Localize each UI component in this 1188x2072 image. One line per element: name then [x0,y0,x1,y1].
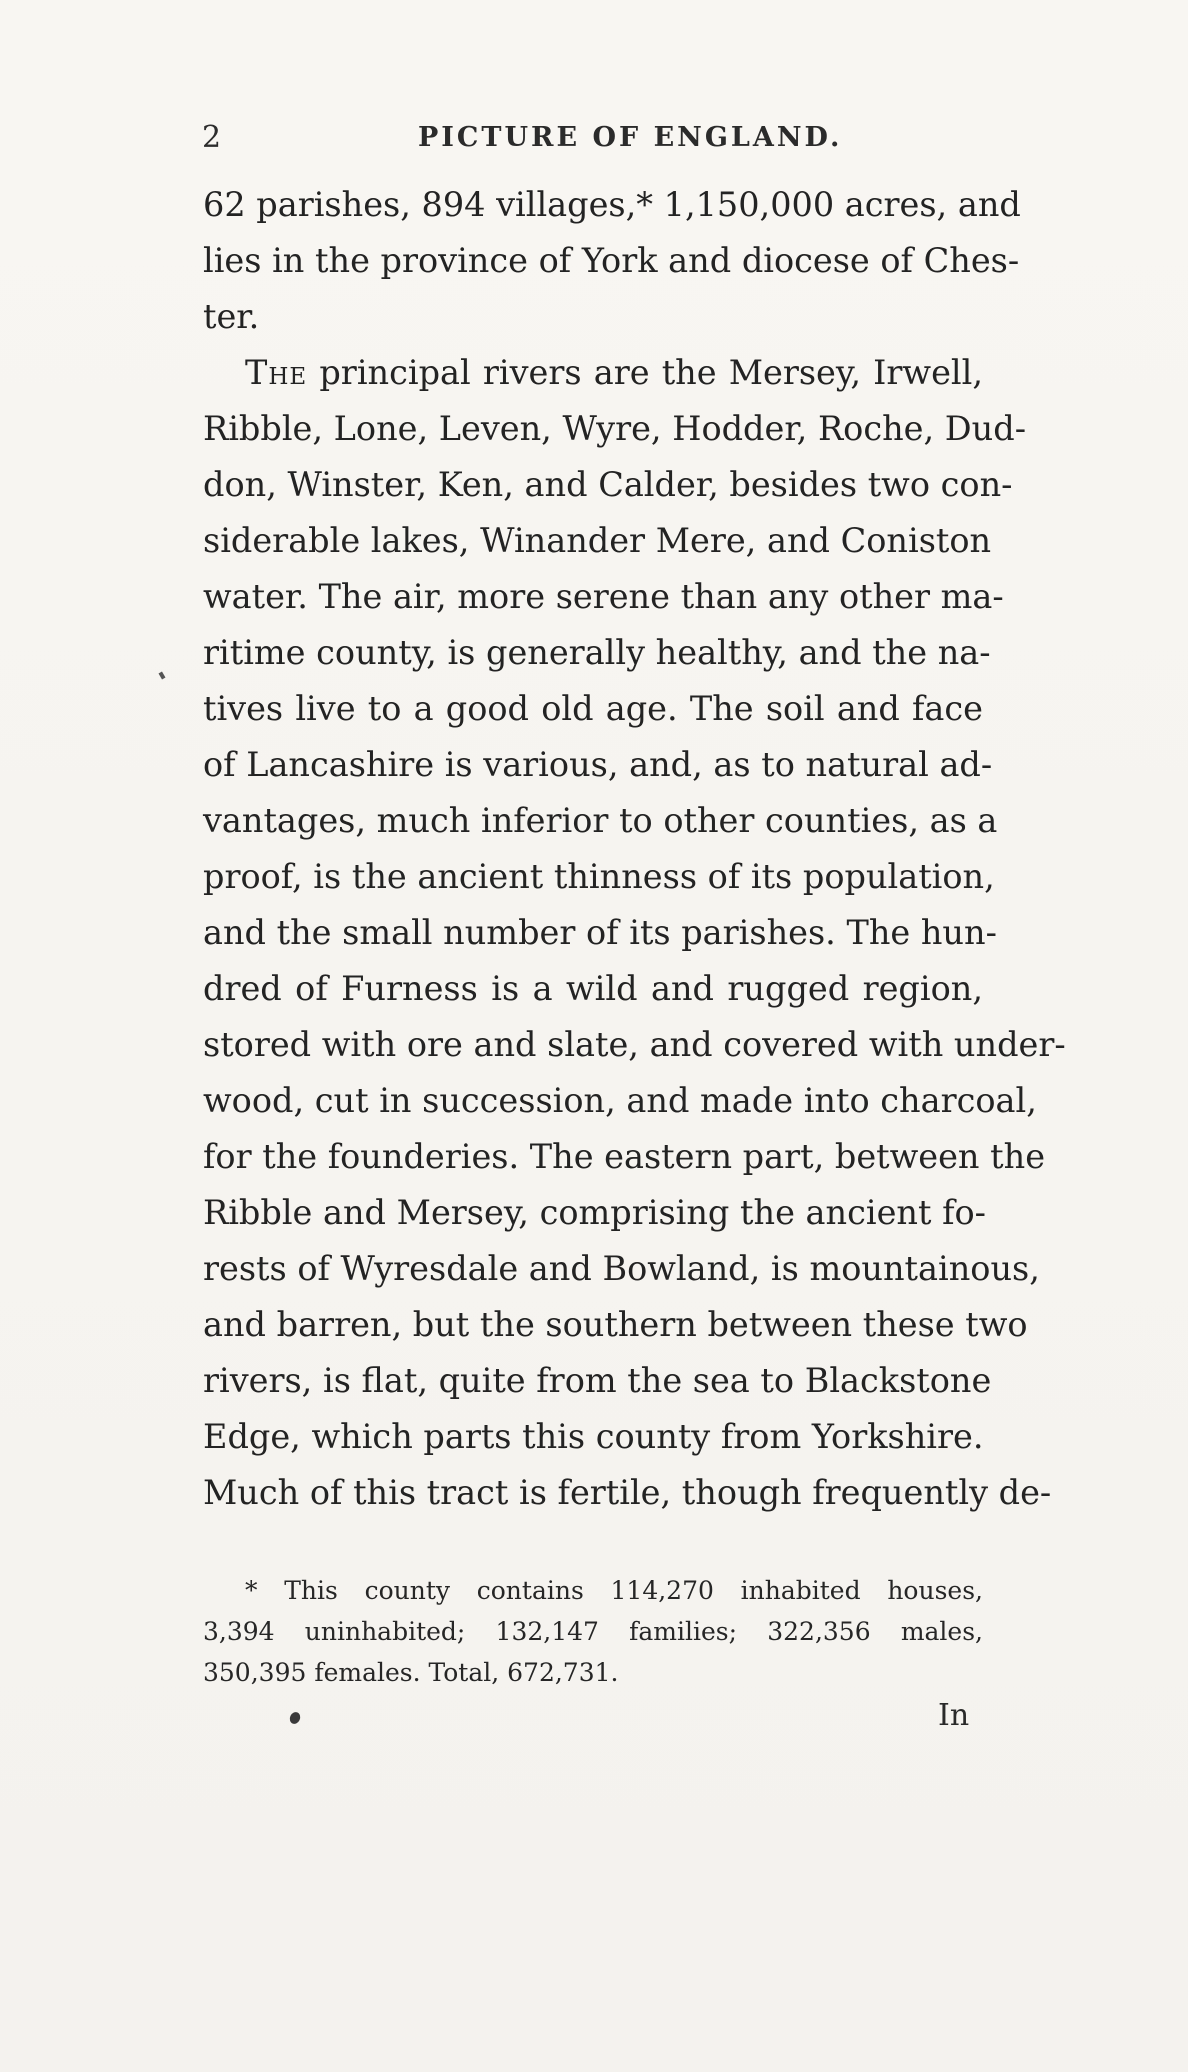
text-line: of Lancashire is various, and, as to natural ad- [203,745,993,784]
text-line: Ribble, Lone, Leven, Wyre, Hodder, Roche, Dud- [203,409,1027,448]
text-line: for the founderies. The eastern part, between the [203,1137,1046,1176]
text-line: dred of Furness is a wild and rugged region, [203,969,983,1008]
running-head [0,120,1188,160]
text-line: wood, cut in succession, and made into charcoal, [203,1081,1037,1120]
text-line: 62 parishes, 894 villages,* 1,150,000 acres, and [203,185,1021,224]
body-text [203,177,1066,1521]
text-line: water. The air, more serene than any other ma- [203,577,1004,616]
text-line: Edge, which parts this county from Yorkshire. [203,1417,984,1456]
page-number: 2 [202,120,222,155]
text-line: rivers, is flat, quite from the sea to Blackstone [203,1361,992,1400]
text-line: lies in the province of York and diocese of Ches- [203,241,1020,280]
small-caps-word: The [245,353,308,392]
text-line: tives live to a good old age. The soil and face [203,689,983,728]
ink-speck [159,671,166,679]
text-line: and the small number of its parishes. The hun- [203,913,997,952]
paragraph-start-line [203,345,983,401]
running-head-title: PICTURE OF ENGLAND. [418,122,843,153]
text-line: proof, is the ancient thinness of its population, [203,857,995,896]
footnote-line: 350,395 females. Total, 672,731. [203,1658,619,1687]
footnote-line: 3,394 uninhabited; 132,147 families; 322,356 males, [203,1617,983,1646]
text-line: Much of this tract is fertile, though frequently de- [203,1473,1052,1512]
text-line: vantages, much inferior to other counties, as a [203,801,998,840]
text-line: stored with ore and slate, and covered with under- [203,1025,1066,1064]
text-line: ritime county, is generally healthy, and the na- [203,633,991,672]
ink-speck [288,1710,302,1725]
text-line: ter. [203,297,260,336]
text-line-rest: principal rivers are the Mersey, Irwell, [307,353,983,392]
footnote [203,1570,983,1693]
text-line: siderable lakes, Winander Mere, and Coniston [203,521,992,560]
footnote-line: * This county contains 114,270 inhabited houses, [245,1576,983,1605]
text-line: Ribble and Mersey, comprising the ancient fo- [203,1193,986,1232]
text-line: and barren, but the southern between these two [203,1305,1028,1344]
text-line: rests of Wyresdale and Bowland, is mountainous, [203,1249,1040,1288]
catchword: In [938,1698,970,1733]
text-line: don, Winster, Ken, and Calder, besides two con- [203,465,1013,504]
